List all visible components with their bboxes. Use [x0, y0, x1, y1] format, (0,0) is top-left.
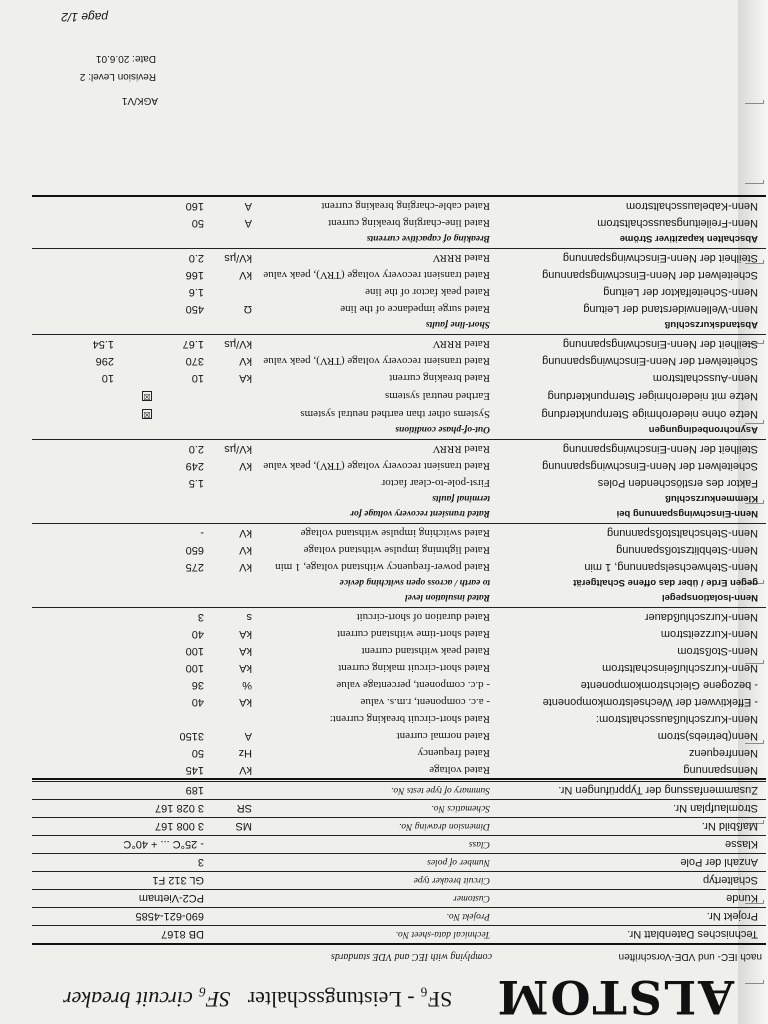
value-text: - 25°C ... + 40°C [123, 838, 204, 850]
value-text: 2.0 [188, 252, 204, 264]
label-english: Rated power-frequency withstand voltage, 1 min [275, 561, 490, 573]
info-row [32, 908, 762, 924]
revision-level: Revision Level: 2 [79, 71, 156, 82]
insulation-row [32, 525, 762, 541]
trv-row [32, 441, 762, 457]
value-text: 690-621-4585 [135, 910, 204, 922]
unit-text: kV [239, 527, 252, 539]
label-german: Nenn-Scheitelfaktor der Leitung [603, 286, 758, 298]
label-german: Nenn-Kurzschlußausschaltstrom: [595, 713, 758, 725]
table-divider [32, 853, 766, 854]
label-german: Maßbild Nr. [701, 820, 758, 832]
label-english: Rated breaking current [389, 372, 490, 384]
unit-text: kV/µs [224, 252, 252, 264]
insulation-row [32, 559, 762, 575]
unit-text: kA [239, 696, 252, 708]
document-title [63, 986, 503, 1012]
label-german: Scheitelwert der Nenn-Einschwingspannung [542, 460, 758, 472]
value-text: 275 [185, 561, 204, 573]
unit-text: kV [239, 460, 252, 472]
unit-text: kV [239, 355, 252, 367]
label-english: Schematics No. [431, 803, 490, 813]
compliance-german: nach IEC- und VDE-Vorschriften [618, 951, 762, 962]
label-german: Kunde [726, 892, 758, 904]
label-english: - a.c. component, r.m.s. value [360, 696, 490, 708]
label-english: Rated transient recovery voltage (TRV), peak value [263, 355, 490, 367]
label-english: Rated transient recovery voltage (TRV), peak value [263, 269, 490, 281]
value-text: 3 [197, 611, 204, 623]
value-text: 40 [191, 628, 204, 640]
label-german: Netze mit niederohmiger Sternpunkterdung [547, 390, 758, 402]
value-text: 100 [185, 645, 204, 657]
value-text: DB 8167 [161, 928, 204, 940]
label-german: Nenn-Kurzschlußdauer [644, 611, 758, 623]
label-german: Klasse [724, 838, 758, 850]
label-english: Rated line-charging breaking current [328, 217, 490, 229]
label-english: Projekt No. [446, 911, 490, 921]
label-german: Stromlaufplan Nr. [673, 802, 758, 814]
value-text: 100 [185, 662, 204, 674]
revision-date: Date: 20.6.01 [95, 53, 156, 64]
compliance-english: complying with IEC and VDE standards [330, 951, 492, 962]
table-divider [32, 778, 766, 780]
insulation-row [32, 542, 762, 558]
label-german: Steilheit der Nenn-Einschwingspannung [562, 252, 758, 264]
label-german: Projekt Nr. [706, 910, 758, 922]
label-german: Scheitelwert der Nenn-Einschwingspannung [542, 355, 758, 367]
out-of-phase-row [32, 353, 762, 369]
value-text: 10 [191, 372, 204, 384]
value-text: 1.67 [182, 338, 204, 350]
label-english: Rated voltage [429, 764, 490, 776]
rating-row [32, 643, 762, 659]
section-label-german: Abschalten kapazitiver Ströme [619, 233, 758, 244]
label-english: First-pole-to-clear factor [381, 477, 490, 489]
label-english: Rated surge impedance of the line [340, 303, 490, 315]
info-row [32, 782, 762, 798]
value-text: - [200, 527, 204, 539]
trv-subsection [32, 490, 762, 506]
section-label-english: Short-line faults [425, 319, 490, 329]
capacitive-section [32, 230, 762, 246]
label-english: Rated normal current [396, 730, 490, 742]
label-english: Dimension drawing No. [398, 821, 490, 831]
table-divider [32, 817, 766, 818]
label-german: - bezogene Gleichstromkomponente [580, 679, 758, 691]
label-english: Rated short-circuit breaking current: [329, 713, 490, 725]
label-english: - d.c. component, percentage value [336, 679, 490, 691]
label-english: Summary of type tests No. [391, 785, 490, 795]
label-german: Nenn-Stoßstrom [677, 645, 758, 657]
short-line-row [32, 301, 762, 317]
value-text: 160 [185, 200, 204, 212]
unit-text: % [242, 679, 252, 691]
label-english: Rated short-time withstand current [336, 628, 490, 640]
table-divider [32, 439, 766, 440]
margin-mark [745, 100, 764, 104]
value-text: 189 [185, 784, 204, 796]
value-text: 3 [197, 856, 204, 868]
label-english: Earthed neutral systems [384, 390, 490, 402]
label-german: Nenn(betriebs)strom [657, 730, 758, 742]
label-german: Nennfrequenz [688, 747, 758, 759]
short-line-row [32, 267, 762, 283]
unit-text: SR [236, 802, 252, 814]
label-german: Netze ohne niederohmige Sternpunkterdung [541, 408, 758, 420]
label-german: Zusammenfassung der Typprüfungen Nr. [558, 784, 758, 796]
label-english: Rated cable-charging breaking current [321, 200, 490, 212]
rating-row [32, 728, 762, 744]
value-text: 249 [185, 460, 204, 472]
section-label-german: Asynchronbedingungen [648, 424, 758, 435]
table-divider [32, 871, 766, 872]
label-german: Nenn-Kabelausschaltstrom [625, 200, 758, 212]
insulation-section [32, 589, 762, 605]
value-text: 650 [185, 544, 204, 556]
label-german: Nenn-Stehwechselspannung, 1 min [584, 561, 758, 573]
section-label-german: Klemmenkurzschluß [665, 493, 758, 504]
unit-text: kV [239, 561, 252, 573]
unit-text: MS [235, 820, 252, 832]
value-text: 36 [191, 679, 204, 691]
table-divider [32, 248, 766, 249]
label-english: Rated RRRV [432, 252, 490, 264]
rating-row [32, 762, 762, 778]
trv-row [32, 475, 762, 491]
label-english: Rated peak factor of the line [365, 286, 490, 298]
info-row [32, 890, 762, 906]
unit-text: Hz [238, 747, 252, 759]
label-english: Rated duration of short-circuit [356, 611, 490, 623]
label-english: Rated peak withstand current [361, 645, 490, 657]
page-number: page 1/2 [61, 10, 108, 24]
rating-row [32, 745, 762, 761]
unit-text: A [244, 217, 252, 229]
value-text: 50 [191, 747, 204, 759]
table-divider [32, 799, 766, 800]
short-line-row [32, 250, 762, 266]
label-german: Nenn-Stehblitzstoßspannung [616, 544, 758, 556]
label-english: Rated frequency [417, 747, 490, 759]
unit-text: kV/µs [224, 338, 252, 350]
label-english: Circuit breaker type [413, 875, 490, 885]
checkbox-icon: ☒ [143, 392, 151, 401]
unit-text: kV/µs [224, 443, 252, 455]
unit-text: s [246, 611, 252, 623]
insulation-subsection [32, 574, 762, 590]
short-line-row [32, 284, 762, 300]
label-english: Number of poles [427, 857, 490, 867]
info-row [32, 926, 762, 942]
label-english: Rated short-circuit making current [338, 662, 490, 674]
table-divider [32, 925, 766, 926]
label-english: Class [468, 839, 490, 849]
label-english: Customer [453, 893, 490, 903]
value-text: 450 [185, 303, 204, 315]
unit-text: kA [239, 662, 252, 674]
value-text: 166 [185, 269, 204, 281]
label-german: Nenn-Freileitungsausschaltstrom [597, 217, 758, 229]
label-german: Nenn-Kurzschlußeinschaltstrom [602, 662, 758, 674]
rating-row [32, 694, 762, 710]
table-divider [32, 334, 766, 335]
out-of-phase-row [32, 336, 762, 352]
section-label-english: Out-of-phase conditions [395, 424, 490, 434]
table-divider [32, 835, 766, 836]
table-divider [32, 907, 766, 908]
label-german: Nenn-Stehschaltstoßspannung [606, 527, 758, 539]
unit-text: kV [239, 544, 252, 556]
section-label-german: Nenn-Isolationspegel [661, 592, 758, 603]
trv-section [32, 505, 762, 521]
value-text: 50 [191, 217, 204, 229]
info-row [32, 854, 762, 870]
value-text-secondary: 1.54 [92, 338, 114, 350]
unit-text: A [244, 730, 252, 742]
label-german: Schaltertyp [702, 874, 758, 886]
label-german: - Effektivwert der Wechselstromkomponente [542, 696, 758, 708]
title-english: SF₆ circuit breaker [63, 987, 231, 1012]
label-english: Rated RRRV [432, 338, 490, 350]
label-english: Technical data-sheet No. [395, 929, 490, 939]
company-logo: ALSTOM [495, 970, 734, 1024]
rating-row [32, 609, 762, 625]
section-label-german: Nenn-Einschwingspannung bei [616, 508, 758, 519]
unit-text: A [244, 200, 252, 212]
value-text: GL 312 F1 [152, 874, 204, 886]
capacitive-row [32, 215, 762, 231]
table-divider [32, 607, 766, 608]
table-divider [32, 195, 766, 197]
label-english: Rated switching impulse withstand voltage [300, 527, 490, 539]
info-row [32, 818, 762, 834]
section-label-english: Rated insulation level [405, 592, 490, 602]
unit-text: kA [239, 645, 252, 657]
label-english: Rated transient recovery voltage (TRV), peak value [263, 460, 490, 472]
section-label-english: to earth / across open switching device [339, 577, 490, 587]
label-german: Anzahl der Pole [680, 856, 758, 868]
out-of-phase-row [32, 370, 762, 386]
unit-text: Ω [243, 303, 252, 315]
value-text: 1.6 [188, 286, 204, 298]
table-divider [32, 781, 766, 782]
margin-mark [745, 980, 764, 984]
checkbox-icon: ☒ [143, 410, 151, 419]
capacitive-row [32, 198, 762, 214]
value-text: 1.5 [188, 477, 204, 489]
trv-row [32, 458, 762, 474]
value-text: 370 [185, 355, 204, 367]
value-text-secondary: 10 [101, 372, 114, 384]
section-label-english: terminal faults [432, 493, 490, 503]
unit-text: kV [239, 764, 252, 776]
unit-text: kV [239, 269, 252, 281]
rating-row [32, 660, 762, 676]
label-english: Rated RRRV [432, 443, 490, 455]
label-german: Faktor des erstlöschenden Poles [597, 477, 758, 489]
table-divider [32, 523, 766, 524]
section-label-english: Rated transient recovery voltage for [350, 508, 490, 518]
value-text: 3150 [179, 730, 204, 742]
label-english: Systems other than earthed neutral systems [300, 408, 490, 420]
value-text-secondary: 296 [95, 355, 114, 367]
value-text: 40 [191, 696, 204, 708]
department-code: AGK/V1 [121, 95, 158, 106]
info-row [32, 872, 762, 888]
section-label-german: Abstandskurzschluß [664, 319, 758, 330]
label-english: Rated lightning impulse withstand voltage [303, 544, 490, 556]
short-line-section [32, 316, 762, 332]
value-text: 2.0 [188, 443, 204, 455]
rating-row [32, 711, 762, 727]
label-german: Nenn-Kurzzeitstrom [660, 628, 758, 640]
table-divider [32, 943, 766, 945]
margin-mark [745, 180, 764, 184]
label-german: Steilheit der Nenn-Einschwingspannung [562, 443, 758, 455]
table-divider [32, 889, 766, 890]
rating-row [32, 677, 762, 693]
value-text: PC2-Vietnam [138, 892, 204, 904]
unit-text: kA [239, 372, 252, 384]
value-text: 3 008 167 [155, 820, 204, 832]
out-of-phase-option [32, 406, 762, 422]
info-row [32, 836, 762, 852]
label-german: Scheitelwert der Nenn-Einschwingspannung [542, 269, 758, 281]
value-text: 145 [185, 764, 204, 776]
unit-text: kA [239, 628, 252, 640]
value-text: 3 028 167 [155, 802, 204, 814]
section-label-german: gegen Erde / über das offene Schaltgerät [573, 577, 758, 588]
info-row [32, 800, 762, 816]
out-of-phase-section [32, 421, 762, 437]
rating-row [32, 626, 762, 642]
label-german: Technisches Datenblatt Nr. [627, 928, 758, 940]
label-german: Steilheit der Nenn-Einschwingspannung [562, 338, 758, 350]
label-german: Nenn-Wellenwiderstand der Leitung [583, 303, 758, 315]
label-german: Nenn-Ausschaltstrom [652, 372, 758, 384]
label-german: Nennspannung [683, 764, 758, 776]
title-german: SF₆ - Leistungsschalter [247, 987, 453, 1012]
section-label-english: Breaking of capacitive currents [366, 233, 490, 243]
out-of-phase-option [32, 388, 762, 404]
